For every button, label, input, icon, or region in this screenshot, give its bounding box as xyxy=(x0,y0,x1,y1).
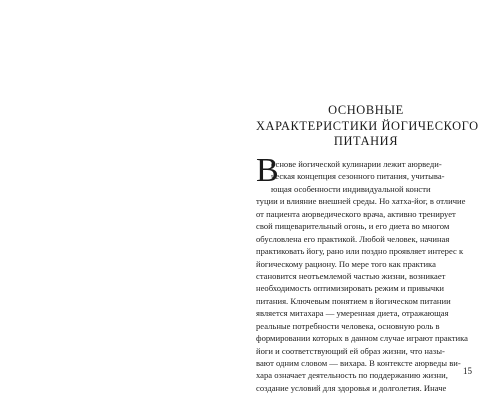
drop-cap: В xyxy=(256,152,279,189)
paragraph-line: вают одним словом — вихара. В контексте аюрведы ви- xyxy=(256,358,461,368)
paragraph-line: йоги и соответствующий ей образ жизни, что назы- xyxy=(256,345,445,356)
paragraph-line: хара означает деятельность по поддержанию жизни, xyxy=(256,370,448,381)
paragraph-line: йогическому рациону. По мере того как практика xyxy=(256,258,436,269)
paragraph-line: ческая концепция сезонного питания, учитыва- xyxy=(271,171,445,182)
paragraph-line: питания. Ключевым понятием в йогическом питании xyxy=(256,295,451,306)
heading-line-1: ОСНОВНЫЕ xyxy=(328,103,404,117)
heading-line-2: ХАРАКТЕРИСТИКИ ЙОГИЧЕСКОГО xyxy=(256,118,479,133)
paragraph-line: обусловлена его практикой. Любой человек, начиная xyxy=(256,233,450,244)
paragraph-line: формировании которых в данном случае играют практика xyxy=(256,333,468,344)
page-number: 15 xyxy=(463,366,472,376)
body-paragraph xyxy=(256,152,472,394)
heading-line-3: ПИТАНИЯ xyxy=(333,134,399,148)
chapter-heading xyxy=(256,103,479,150)
paragraph-line: от пациента аюрведического врача, активно тренирует xyxy=(256,208,456,219)
paragraph-line: необходимость оптимизировать режим и привычки xyxy=(256,283,444,294)
paragraph-line: реальные потребности человека, основную роль в xyxy=(256,320,440,331)
paragraph-line: основе йогической кулинарии лежит аюрведи- xyxy=(271,159,442,169)
paragraph-line: становится неотъемлемой частью жизни, возникает xyxy=(256,270,446,281)
paragraph-line: практиковать йогу, рано или поздно проявляет интерес к xyxy=(256,246,464,257)
paragraph-line: создание условий для здоровья и долголетия. Иначе xyxy=(256,382,447,393)
paragraph-line: является митахара — умеренная диета, отражающая xyxy=(256,308,449,319)
paragraph-line: ющая особенности индивидуальной консти xyxy=(271,183,431,194)
paragraph-line: свой пищеварительный огонь, и его диета во многом xyxy=(256,221,450,232)
paragraph-line: туции и влияние внешней среды. Но хатха-йог, в отличие xyxy=(256,196,466,207)
